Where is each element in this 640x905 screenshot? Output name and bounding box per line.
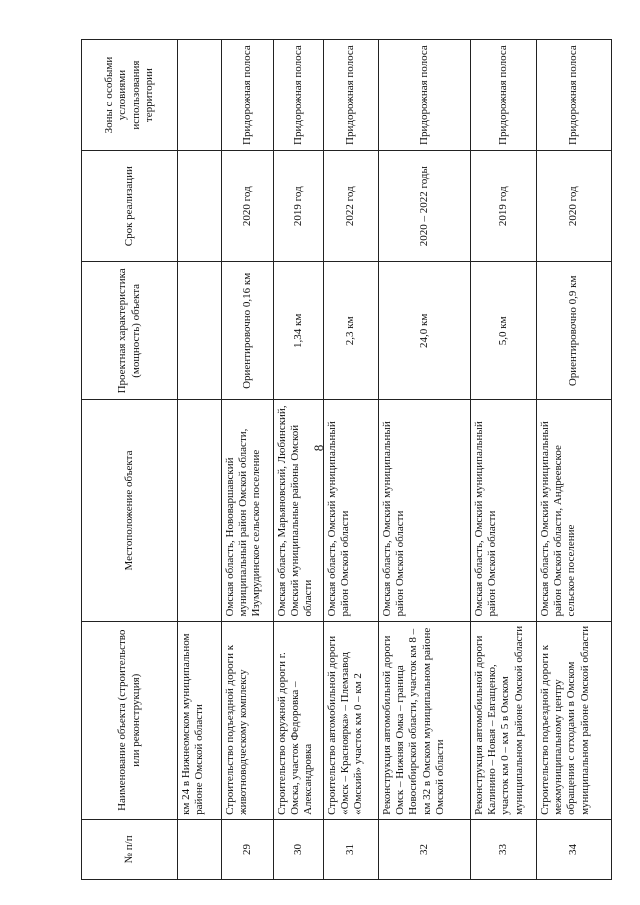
row-zones: Придорожная полоса (471, 40, 537, 151)
table-row (178, 40, 222, 880)
row-object-name: Строительство окружной дороги г. Омска, участок Федоровка – Александровка (274, 621, 324, 819)
row-location: Омская область, Омский муниципальный район Омской области (324, 400, 379, 621)
header-name: Наименование объекта (строительство или реконструкция) (82, 621, 178, 819)
row-num: 30 (274, 819, 324, 879)
row-zones: Придорожная полоса (324, 40, 379, 151)
row-zones: Придорожная полоса (537, 40, 612, 151)
row-num: 33 (471, 819, 537, 879)
row-num (178, 819, 222, 879)
row-location: Омская область, Марьяновский, Любинский, Омский муниципальные районы Омской области (274, 400, 324, 621)
row-period: 2019 год (471, 151, 537, 262)
row-zones: Придорожная полоса (274, 40, 324, 151)
row-characteristics: 1,34 км (274, 262, 324, 400)
table-row (379, 40, 471, 880)
row-num: 34 (537, 819, 612, 879)
row-period: 2020 год (222, 151, 274, 262)
row-period: 2020 год (537, 151, 612, 262)
table-row (537, 40, 612, 880)
row-location: Омская область, Нововаршавский муниципальный район Омской области, Изумрудинское сельское поселение (222, 400, 274, 621)
row-period: 2020 – 2022 годы (379, 151, 471, 262)
row-object-name: Реконструкция автомобильной дороги Омск – Нижняя Омка – граница Новосибирской области, участок км 8 – км 32 в Омском муниципальном районе Омской области (379, 621, 471, 819)
row-period (178, 151, 222, 262)
row-zones: Придорожная полоса (379, 40, 471, 151)
row-zones: Придорожная полоса (222, 40, 274, 151)
row-location: Омская область, Омский муниципальный район Омской области (471, 400, 537, 621)
header-zones: Зоны с особыми условиями использования территории (82, 40, 178, 151)
page-number: 8 (311, 444, 326, 452)
row-characteristics (178, 262, 222, 400)
table-row (274, 40, 324, 880)
header-period: Срок реализации (82, 151, 178, 262)
row-num: 29 (222, 819, 274, 879)
row-num: 31 (324, 819, 379, 879)
row-location (178, 400, 222, 621)
row-object-name: км 24 в Нижнеомском муниципальном районе Омской области (178, 621, 222, 819)
row-object-name: Строительство подъездной дороги к животноводческому комплексу (222, 621, 274, 819)
table-row (324, 40, 379, 880)
row-location: Омская область, Омский муниципальный район Омской области (379, 400, 471, 621)
objects-table (81, 39, 612, 880)
table-row (222, 40, 274, 880)
row-characteristics: Ориентировочно 0,9 км (537, 262, 612, 400)
row-period: 2022 год (324, 151, 379, 262)
row-characteristics: 24,0 км (379, 262, 471, 400)
row-period: 2019 год (274, 151, 324, 262)
table-row (471, 40, 537, 880)
row-num: 32 (379, 819, 471, 879)
row-characteristics: 5,0 км (471, 262, 537, 400)
row-location: Омская область, Омский муниципальный район Омской области, Андреевское сельское поселение (537, 400, 612, 621)
rotated-table-container (81, 39, 611, 880)
row-object-name: Строительство автомобильной дороги «Омск – Красноярка» – Племзавод «Омский» участок км 0 – км 2 (324, 621, 379, 819)
header-num: № п/п (82, 819, 178, 879)
row-zones (178, 40, 222, 151)
header-location: Местоположение объекта (82, 400, 178, 621)
header-characteristics: Проектная характеристика (мощность) объекта (82, 262, 178, 400)
row-characteristics: 2,3 км (324, 262, 379, 400)
table-header-row (82, 40, 178, 880)
row-characteristics: Ориентировочно 0,16 км (222, 262, 274, 400)
row-object-name: Реконструкция автомобильной дороги Калинино – Новая – Евгащенко, участок км 0 – км 5 в Омском муниципальном районе Омской области (471, 621, 537, 819)
row-object-name: Строительство подъездной дороги к межмуниципальному центру обращения с отходами в Омском муниципальном районе Омской области (537, 621, 612, 819)
